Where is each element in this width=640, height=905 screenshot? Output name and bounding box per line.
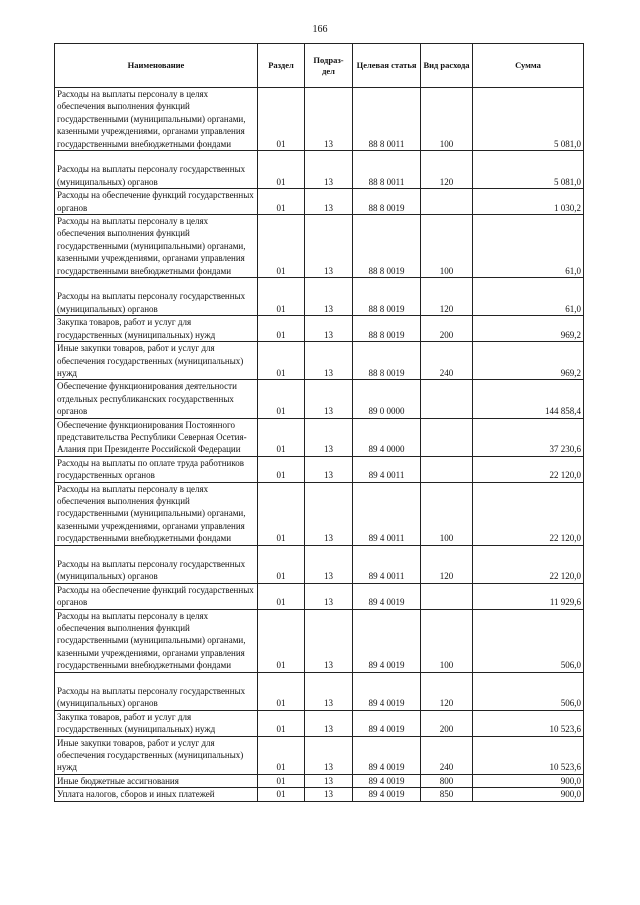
budget-table bbox=[54, 43, 584, 802]
row-vid bbox=[421, 380, 473, 418]
table-row bbox=[55, 710, 584, 736]
row-celevaya: 88 8 0019 bbox=[353, 189, 421, 215]
row-vid bbox=[421, 456, 473, 482]
row-celevaya: 89 4 0011 bbox=[353, 545, 421, 583]
row-vid: 850 bbox=[421, 788, 473, 801]
row-summa: 11 929,6 bbox=[473, 583, 584, 609]
row-name: Иные закупки товаров, работ и услуг для обеспечения государственных (муниципальных) нужд bbox=[57, 343, 244, 378]
row-celevaya: 89 4 0011 bbox=[353, 456, 421, 482]
table-row bbox=[55, 189, 584, 215]
row-name-cell bbox=[55, 380, 258, 418]
row-vid: 200 bbox=[421, 710, 473, 736]
row-summa: 900,0 bbox=[473, 774, 584, 787]
row-name-cell bbox=[55, 545, 258, 583]
row-podrazdel: 13 bbox=[305, 418, 353, 456]
row-vid bbox=[421, 189, 473, 215]
row-name: Расходы на выплаты по оплате труда работников государственных органов bbox=[57, 457, 244, 481]
row-summa: 1 030,2 bbox=[473, 189, 584, 215]
row-razdel: 01 bbox=[258, 788, 305, 801]
table-row bbox=[55, 609, 584, 672]
row-name-cell bbox=[55, 418, 258, 456]
header-podrazdel: Подраз- дел bbox=[305, 44, 353, 88]
row-summa: 61,0 bbox=[473, 215, 584, 278]
row-name-cell bbox=[55, 316, 258, 342]
row-podrazdel: 13 bbox=[305, 482, 353, 545]
page-number: 166 bbox=[312, 24, 328, 35]
row-vid: 100 bbox=[421, 482, 473, 545]
row-summa: 22 120,0 bbox=[473, 545, 584, 583]
row-name-cell bbox=[55, 672, 258, 710]
row-name: Расходы на обеспечение функций государственных органов bbox=[57, 190, 254, 213]
table-header-row bbox=[55, 44, 584, 88]
row-razdel: 01 bbox=[258, 418, 305, 456]
table-body bbox=[55, 88, 584, 802]
header-vid: Вид расхода bbox=[421, 44, 473, 88]
row-celevaya: 89 4 0019 bbox=[353, 583, 421, 609]
row-name: Уплата налогов, сборов и иных платежей bbox=[57, 789, 215, 800]
header-razdel: Раздел bbox=[258, 44, 305, 88]
row-celevaya: 89 4 0000 bbox=[353, 418, 421, 456]
header-name: Наименование bbox=[55, 44, 258, 88]
row-vid: 100 bbox=[421, 88, 473, 151]
row-name-cell bbox=[55, 215, 258, 278]
row-summa: 37 230,6 bbox=[473, 418, 584, 456]
row-razdel: 01 bbox=[258, 88, 305, 151]
row-summa: 506,0 bbox=[473, 672, 584, 710]
row-name: Закупка товаров, работ и услуг для государственных (муниципальных) нужд bbox=[57, 711, 216, 735]
header-celevaya: Целевая статья bbox=[353, 44, 421, 88]
row-razdel: 01 bbox=[258, 609, 305, 672]
row-summa: 144 858,4 bbox=[473, 380, 584, 418]
table-row bbox=[55, 774, 584, 787]
table-row bbox=[55, 672, 584, 710]
row-vid bbox=[421, 418, 473, 456]
table-row bbox=[55, 380, 584, 418]
row-vid: 120 bbox=[421, 672, 473, 710]
row-podrazdel: 13 bbox=[305, 774, 353, 787]
row-celevaya: 89 4 0019 bbox=[353, 710, 421, 736]
row-name-cell bbox=[55, 710, 258, 736]
row-name-cell bbox=[55, 583, 258, 609]
table-row bbox=[55, 456, 584, 482]
row-vid: 100 bbox=[421, 215, 473, 278]
row-podrazdel: 13 bbox=[305, 736, 353, 774]
row-summa: 5 081,0 bbox=[473, 88, 584, 151]
row-razdel: 01 bbox=[258, 316, 305, 342]
table-row bbox=[55, 545, 584, 583]
row-name: Расходы на выплаты персоналу в целях обеспечения выполнения функций государственными (муниципальными) органами, казенными учреждениями, органами управления государственными внебюджетными фондами bbox=[57, 216, 246, 276]
row-name-cell bbox=[55, 482, 258, 545]
row-name: Расходы на выплаты персоналу государственных (муниципальных) органов bbox=[57, 558, 246, 582]
row-razdel: 01 bbox=[258, 215, 305, 278]
row-podrazdel: 13 bbox=[305, 788, 353, 801]
row-podrazdel: 13 bbox=[305, 456, 353, 482]
row-name: Расходы на выплаты персоналу государственных (муниципальных) органов bbox=[57, 291, 246, 314]
row-name: Иные закупки товаров, работ и услуг для обеспечения государственных (муниципальных) нужд bbox=[57, 737, 244, 773]
row-summa: 969,2 bbox=[473, 342, 584, 380]
table-row bbox=[55, 342, 584, 380]
row-razdel: 01 bbox=[258, 583, 305, 609]
row-razdel: 01 bbox=[258, 342, 305, 380]
row-razdel: 01 bbox=[258, 189, 305, 215]
row-podrazdel: 13 bbox=[305, 583, 353, 609]
row-razdel: 01 bbox=[258, 278, 305, 316]
row-name: Расходы на выплаты персоналу в целях обеспечения выполнения функций государственными (муниципальными) органами, казенными учреждениями, органами управления государственными внебюджетными фондами bbox=[57, 610, 246, 671]
table-row bbox=[55, 215, 584, 278]
row-celevaya: 89 0 0000 bbox=[353, 380, 421, 418]
row-summa: 22 120,0 bbox=[473, 482, 584, 545]
table-row bbox=[55, 418, 584, 456]
row-name-cell bbox=[55, 609, 258, 672]
row-name: Расходы на выплаты персоналу государственных (муниципальных) органов bbox=[57, 686, 246, 709]
row-summa: 900,0 bbox=[473, 788, 584, 801]
row-name: Расходы на обеспечение функций государственных органов bbox=[57, 584, 254, 608]
row-razdel: 01 bbox=[258, 456, 305, 482]
row-razdel: 01 bbox=[258, 482, 305, 545]
row-name-cell bbox=[55, 151, 258, 189]
table-row bbox=[55, 583, 584, 609]
table-row bbox=[55, 151, 584, 189]
row-vid bbox=[421, 583, 473, 609]
row-name: Закупка товаров, работ и услуг для государственных (муниципальных) нужд bbox=[57, 317, 216, 340]
table-row bbox=[55, 278, 584, 316]
row-name: Обеспечение функционирования деятельности отдельных республиканских государственных органов bbox=[57, 381, 237, 417]
row-celevaya: 88 8 0011 bbox=[353, 88, 421, 151]
row-podrazdel: 13 bbox=[305, 189, 353, 215]
table-row bbox=[55, 88, 584, 151]
row-vid: 120 bbox=[421, 151, 473, 189]
row-razdel: 01 bbox=[258, 710, 305, 736]
row-name: Расходы на выплаты персоналу в целях обеспечения выполнения функций государственными (муниципальными) органами, казенными учреждениями, органами управления государственными внебюджетными фондами bbox=[57, 483, 246, 544]
table-row bbox=[55, 316, 584, 342]
row-celevaya: 88 8 0011 bbox=[353, 151, 421, 189]
row-summa: 61,0 bbox=[473, 278, 584, 316]
row-name: Расходы на выплаты персоналу в целях обеспечения выполнения функций государственными (муниципальными) органами, казенными учреждениями, органами управления государственными внебюджетными фондами bbox=[57, 89, 246, 149]
row-podrazdel: 13 bbox=[305, 316, 353, 342]
row-summa: 5 081,0 bbox=[473, 151, 584, 189]
row-podrazdel: 13 bbox=[305, 215, 353, 278]
row-name-cell bbox=[55, 189, 258, 215]
row-vid: 120 bbox=[421, 278, 473, 316]
row-summa: 22 120,0 bbox=[473, 456, 584, 482]
row-vid: 200 bbox=[421, 316, 473, 342]
row-podrazdel: 13 bbox=[305, 380, 353, 418]
row-name-cell bbox=[55, 456, 258, 482]
row-vid: 240 bbox=[421, 342, 473, 380]
row-celevaya: 89 4 0011 bbox=[353, 482, 421, 545]
row-celevaya: 89 4 0019 bbox=[353, 609, 421, 672]
row-name-cell bbox=[55, 736, 258, 774]
row-summa: 506,0 bbox=[473, 609, 584, 672]
table-row bbox=[55, 482, 584, 545]
row-podrazdel: 13 bbox=[305, 710, 353, 736]
row-name-cell bbox=[55, 278, 258, 316]
row-name-cell bbox=[55, 788, 258, 801]
table-row bbox=[55, 788, 584, 801]
row-celevaya: 88 8 0019 bbox=[353, 215, 421, 278]
row-celevaya: 89 4 0019 bbox=[353, 736, 421, 774]
row-vid: 100 bbox=[421, 609, 473, 672]
header-summa: Сумма bbox=[473, 44, 584, 88]
row-name-cell bbox=[55, 342, 258, 380]
row-summa: 969,2 bbox=[473, 316, 584, 342]
row-podrazdel: 13 bbox=[305, 151, 353, 189]
row-razdel: 01 bbox=[258, 774, 305, 787]
row-name-cell bbox=[55, 88, 258, 151]
row-razdel: 01 bbox=[258, 672, 305, 710]
row-razdel: 01 bbox=[258, 736, 305, 774]
row-celevaya: 88 8 0019 bbox=[353, 342, 421, 380]
row-razdel: 01 bbox=[258, 151, 305, 189]
row-summa: 10 523,6 bbox=[473, 736, 584, 774]
row-name: Обеспечение функционирования Постоянного представительства Республики Северная Осетия-Алания при Президенте Российской Федерации bbox=[57, 419, 247, 455]
row-podrazdel: 13 bbox=[305, 342, 353, 380]
row-vid: 120 bbox=[421, 545, 473, 583]
row-podrazdel: 13 bbox=[305, 609, 353, 672]
row-podrazdel: 13 bbox=[305, 545, 353, 583]
row-vid: 800 bbox=[421, 774, 473, 787]
row-vid: 240 bbox=[421, 736, 473, 774]
row-celevaya: 89 4 0019 bbox=[353, 774, 421, 787]
row-celevaya: 88 8 0019 bbox=[353, 316, 421, 342]
row-name-cell bbox=[55, 774, 258, 787]
row-razdel: 01 bbox=[258, 380, 305, 418]
table-row bbox=[55, 736, 584, 774]
row-celevaya: 89 4 0019 bbox=[353, 672, 421, 710]
row-podrazdel: 13 bbox=[305, 278, 353, 316]
row-name: Расходы на выплаты персоналу государственных (муниципальных) органов bbox=[57, 164, 246, 187]
row-name: Иные бюджетные ассигнования bbox=[57, 775, 179, 786]
row-podrazdel: 13 bbox=[305, 672, 353, 710]
row-razdel: 01 bbox=[258, 545, 305, 583]
row-summa: 10 523,6 bbox=[473, 710, 584, 736]
row-celevaya: 89 4 0019 bbox=[353, 788, 421, 801]
row-podrazdel: 13 bbox=[305, 88, 353, 151]
row-celevaya: 88 8 0019 bbox=[353, 278, 421, 316]
